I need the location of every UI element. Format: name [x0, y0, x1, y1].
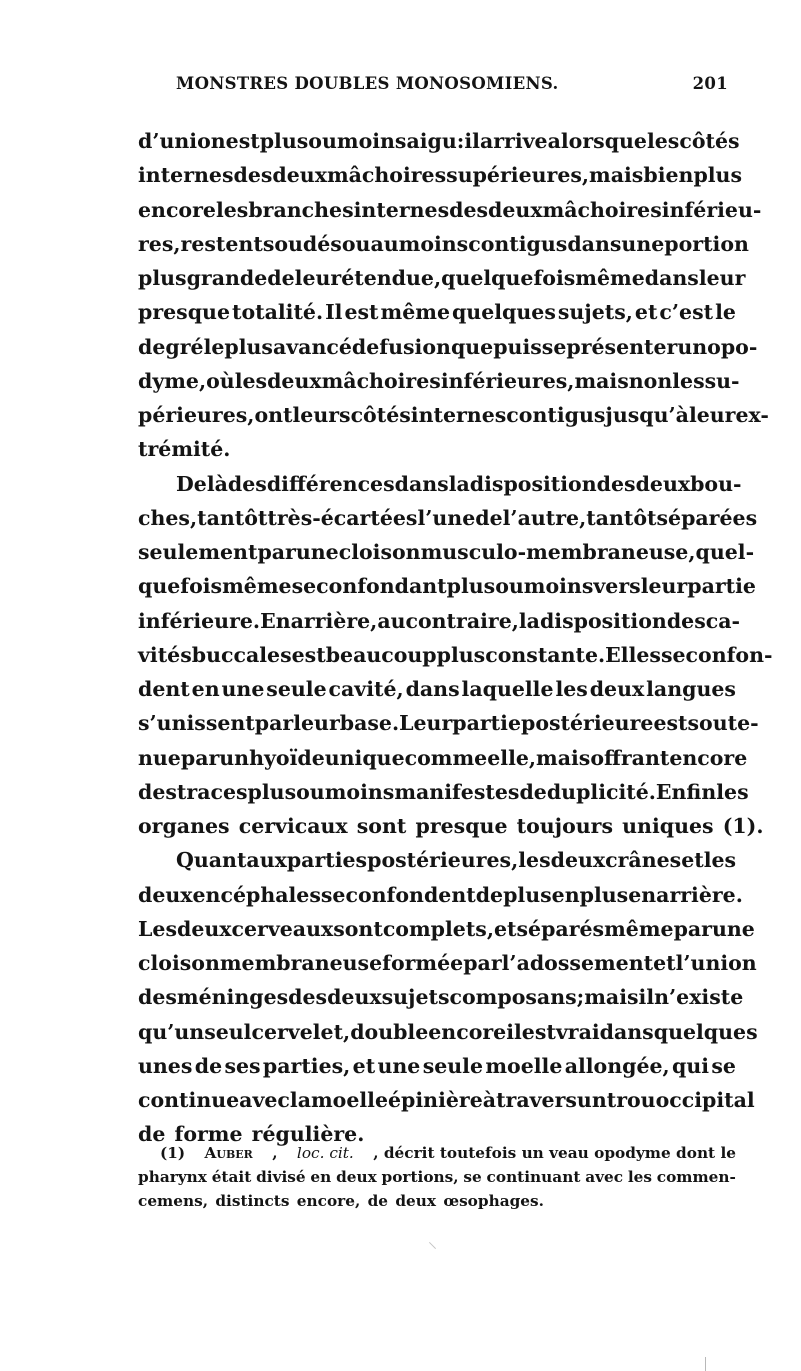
footnote [138, 1141, 736, 1213]
text-line: nue par un hyoïde unique comme elle, mais offrant encore [138, 745, 748, 770]
text-line: res, restent soudés ou au moins contigus dans une portion [138, 231, 749, 256]
text-line: Quant aux parties postérieures, les deux crânes et les [176, 848, 737, 873]
footnote-line [138, 1141, 736, 1165]
text-line: qu’un seul cervelet, double encore il est vrai dans quelques [138, 1019, 758, 1044]
text-line: seulement par une cloison musculo-membraneuse, quel- [138, 540, 755, 564]
text-line: presque totalité. Il est même quelques sujets, et c’est le [138, 300, 736, 325]
text-line: unes de ses parties, et une seule moelle allongée, qui se [138, 1053, 736, 1078]
text-line: quefois même se confondant plus ou moins vers leur partie [138, 574, 756, 599]
running-title: MONSTRES DOUBLES MONOSOMIENS. [176, 74, 559, 93]
text-line: de forme régulière. [138, 1122, 365, 1147]
text-line: cloison membraneuse formée par l’adossement et l’union [138, 951, 757, 975]
text-line: deux encéphales se confondent de plus en plus en arrière. [138, 882, 743, 907]
text-line: Les deux cerveaux sont complets, et séparés même par une [138, 916, 755, 941]
scan-mark [429, 1242, 436, 1249]
text-line: organes cervicaux sont presque toujours uniques (1). [138, 814, 764, 838]
text-line: De là des différences dans la disposition des deux bou- [176, 471, 742, 496]
page-number: 201 [692, 74, 728, 93]
text-line: des méninges des deux sujets composans; mais il n’existe [138, 985, 744, 1010]
text-line: inférieure. En arrière, au contraire, la disposition des ca- [138, 608, 741, 633]
footnote-line1-rest: , décrit toutefois un veau opodyme dont le [373, 1144, 736, 1162]
footnote-reference: loc. cit. [296, 1144, 354, 1162]
text-line: trémité. [138, 437, 231, 462]
text-line: dent en une seule cavité, dans laquelle les deux langues [138, 677, 736, 701]
text-line: encore les branches internes des deux mâchoires inférieu- [138, 197, 762, 222]
main-text [138, 124, 773, 1152]
text-line: d’union est plus ou moins aigu : il arrive alors que les côtés [138, 129, 740, 153]
footnote-author: Auber [204, 1144, 253, 1162]
text-line: dyme, où les deux mâchoires inférieures, mais non les su- [138, 368, 740, 393]
footnote-line: cemens, distincts encore, de deux œsophages. [138, 1192, 544, 1210]
text-line: vités buccales est beaucoup plus constante. Elles se confon- [138, 642, 773, 667]
text-line: périeures, ont leurs côtés internes contigus jusqu’à leur ex- [138, 403, 769, 427]
scan-mark [705, 1357, 706, 1371]
text-line: des traces plus ou moins manifestes de duplicité. Enfin les [138, 779, 749, 804]
text-line: plus grande de leur étendue, quelquefois même dans leur [138, 266, 746, 290]
footnote-marker: (1) [160, 1144, 186, 1162]
text-line: ches, tantôt très-écartées l’une de l’autre, tantôt séparées [138, 505, 758, 530]
text-line: continue avec la moelle épinière à travers un trou occipital [138, 1088, 755, 1112]
text-line: degré le plus avancé de fusion que puisse présenter un opo- [138, 334, 758, 359]
footnote-line: pharynx était divisé en deux portions, se continuant avec les commen- [138, 1168, 736, 1186]
text-line: s’unissent par leur base. Leur partie postérieure est soute- [138, 711, 759, 736]
footnote-sep: , [272, 1144, 278, 1162]
page-header [176, 74, 728, 106]
text-line: internes des deux mâchoires supérieures, mais bien plus [138, 163, 743, 188]
